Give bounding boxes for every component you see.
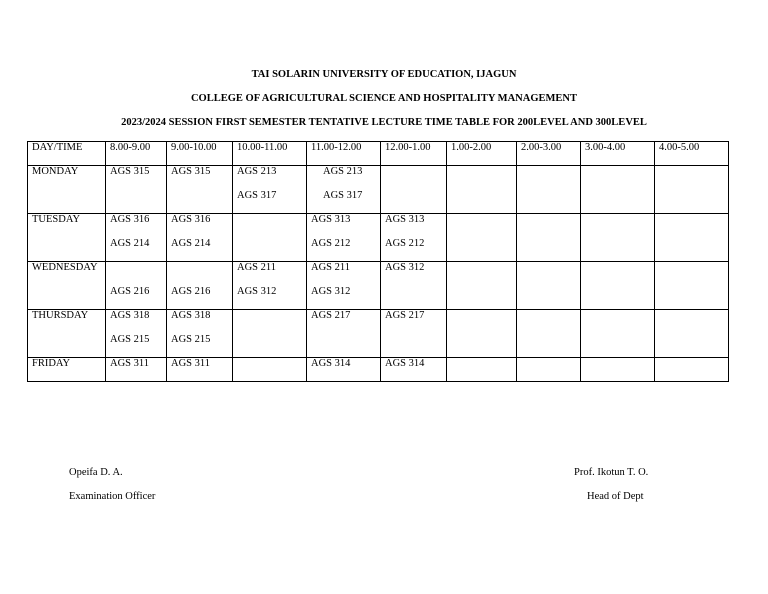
course-cell <box>581 166 655 214</box>
column-header: 12.00-1.00 <box>381 142 447 166</box>
course-cell <box>307 166 381 214</box>
course-cell <box>106 310 167 358</box>
course-code: AGS 212 <box>385 238 425 249</box>
course-code: AGS 311 <box>171 358 210 369</box>
column-header: 3.00-4.00 <box>581 142 655 166</box>
course-cell <box>655 214 729 262</box>
table-row <box>28 166 729 214</box>
course-cell <box>517 166 581 214</box>
institution-title: TAI SOLARIN UNIVERSITY OF EDUCATION, IJAGUN <box>251 69 517 80</box>
course-cell <box>381 310 447 358</box>
course-cell <box>655 262 729 310</box>
college-title: COLLEGE OF AGRICULTURAL SCIENCE AND HOSPITALITY MANAGEMENT <box>190 93 578 104</box>
course-cell <box>106 214 167 262</box>
column-header: 1.00-2.00 <box>447 142 517 166</box>
course-cell <box>655 166 729 214</box>
course-code: AGS 215 <box>110 334 150 345</box>
column-header: 9.00-10.00 <box>167 142 233 166</box>
course-cell <box>447 262 517 310</box>
course-cell <box>655 310 729 358</box>
column-header: 11.00-12.00 <box>307 142 381 166</box>
course-cell <box>167 166 233 214</box>
course-cell <box>581 214 655 262</box>
day-cell: TUESDAY <box>28 214 106 262</box>
course-cell <box>233 262 307 310</box>
course-code: AGS 318 <box>171 310 211 321</box>
course-cell <box>381 166 447 214</box>
column-header: 4.00-5.00 <box>655 142 729 166</box>
course-cell <box>167 214 233 262</box>
course-code: AGS 216 <box>110 286 150 297</box>
course-cell <box>233 166 307 214</box>
course-code: AGS 213 <box>237 166 277 177</box>
course-cell <box>307 310 381 358</box>
column-header: 2.00-3.00 <box>517 142 581 166</box>
day-cell: WEDNESDAY <box>28 262 106 310</box>
course-cell <box>447 310 517 358</box>
course-cell <box>233 358 307 382</box>
course-cell <box>517 310 581 358</box>
course-code: AGS 312 <box>237 286 277 297</box>
course-code: AGS 315 <box>171 166 211 177</box>
head-of-dept-title: Head of Dept <box>587 491 644 502</box>
course-cell <box>517 262 581 310</box>
column-header: 8.00-9.00 <box>106 142 167 166</box>
day-cell: MONDAY <box>28 166 106 214</box>
course-cell <box>517 214 581 262</box>
course-cell <box>307 358 381 382</box>
course-cell <box>167 358 233 382</box>
course-cell <box>447 166 517 214</box>
course-code: AGS 312 <box>385 262 425 273</box>
course-code: AGS 317 <box>237 190 277 201</box>
course-cell <box>233 214 307 262</box>
course-code: AGS 316 <box>110 214 150 225</box>
course-code: AGS 217 <box>385 310 425 321</box>
course-code: AGS 317 <box>323 190 363 201</box>
course-cell <box>307 214 381 262</box>
course-code: AGS 216 <box>171 286 211 297</box>
course-code: AGS 314 <box>311 358 351 369</box>
course-code: AGS 311 <box>110 358 149 369</box>
course-cell <box>581 262 655 310</box>
course-cell <box>106 262 167 310</box>
course-code: AGS 214 <box>171 238 211 249</box>
examination-officer-title: Examination Officer <box>69 491 156 502</box>
course-cell <box>447 358 517 382</box>
course-code: AGS 211 <box>311 262 350 273</box>
course-code: AGS 313 <box>385 214 425 225</box>
course-cell <box>106 358 167 382</box>
course-cell <box>655 358 729 382</box>
course-cell <box>307 262 381 310</box>
course-code: AGS 211 <box>237 262 276 273</box>
course-code: AGS 318 <box>110 310 150 321</box>
course-cell <box>167 262 233 310</box>
course-cell <box>167 310 233 358</box>
head-of-dept-name: Prof. Ikotun T. O. <box>574 467 649 478</box>
course-cell <box>106 166 167 214</box>
course-code: AGS 312 <box>311 286 351 297</box>
table-row <box>28 214 729 262</box>
course-code: AGS 316 <box>171 214 211 225</box>
table-row <box>28 358 729 382</box>
course-code: AGS 217 <box>311 310 351 321</box>
course-code: AGS 214 <box>110 238 150 249</box>
timetable <box>27 141 729 382</box>
course-cell <box>447 214 517 262</box>
course-code: AGS 215 <box>171 334 211 345</box>
course-cell <box>381 214 447 262</box>
day-cell: FRIDAY <box>28 358 106 382</box>
course-cell <box>581 310 655 358</box>
course-cell <box>233 310 307 358</box>
column-header: 10.00-11.00 <box>233 142 307 166</box>
course-code: AGS 212 <box>311 238 351 249</box>
table-row <box>28 310 729 358</box>
course-cell <box>381 358 447 382</box>
course-code: AGS 315 <box>110 166 150 177</box>
course-code: AGS 314 <box>385 358 425 369</box>
timetable-header-row <box>28 142 729 166</box>
course-cell <box>381 262 447 310</box>
column-header: DAY/TIME <box>28 142 106 166</box>
table-row <box>28 262 729 310</box>
course-code: AGS 313 <box>311 214 351 225</box>
session-title: 2023/2024 SESSION FIRST SEMESTER TENTATIVE LECTURE TIME TABLE FOR 200LEVEL AND 300LEVEL <box>121 117 647 128</box>
examination-officer-name: Opeifa D. A. <box>69 467 123 478</box>
course-code: AGS 213 <box>323 166 363 177</box>
course-cell <box>517 358 581 382</box>
course-cell <box>581 358 655 382</box>
day-cell: THURSDAY <box>28 310 106 358</box>
